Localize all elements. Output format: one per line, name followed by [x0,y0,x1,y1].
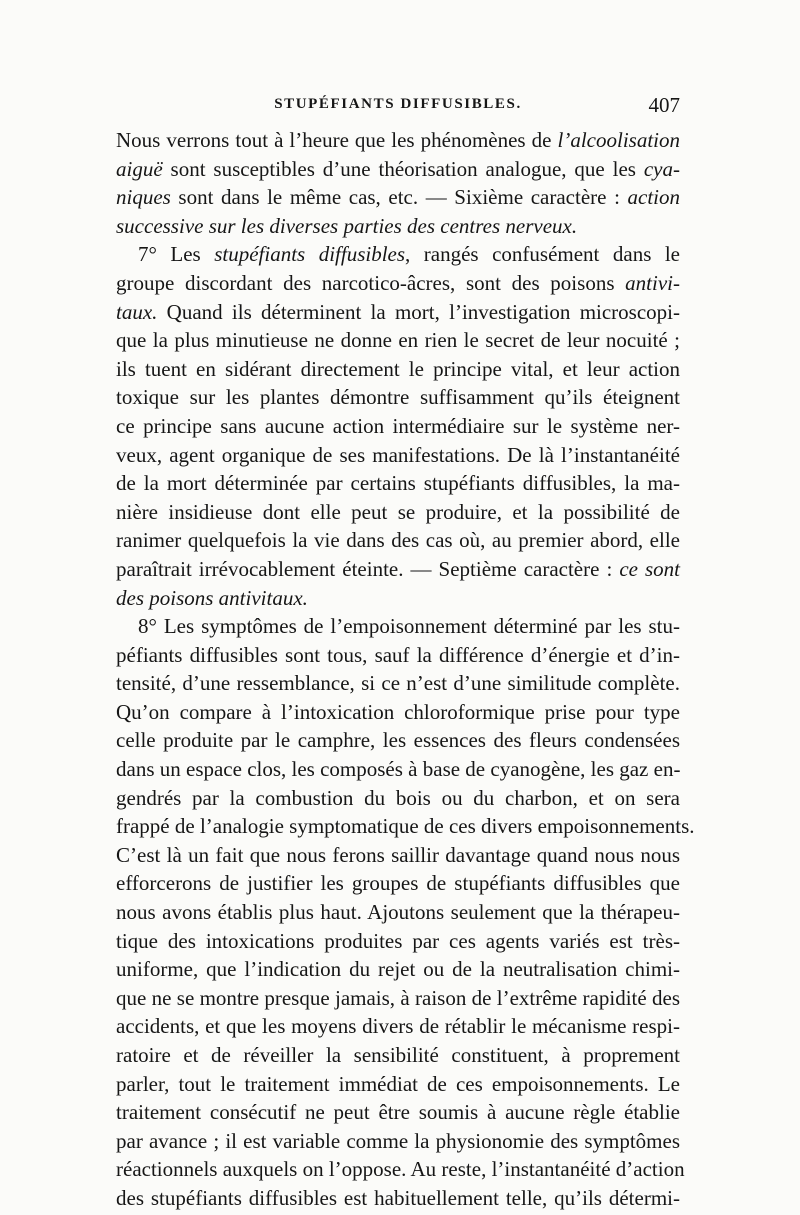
text-line [116,641,680,670]
italic-text: niques [116,185,171,210]
text-run: frappé de l’analogie symptomatique de ces divers empoisonnements. [116,814,695,839]
text-run: péfiants diffusibles sont tous, sauf la différence d’énergie et d’in- [116,642,680,667]
text-line [116,412,680,441]
text-run: celle produite par le camphre, les essences des fleurs condensées [116,728,680,753]
text-line [116,669,680,698]
text-run: dans un espace clos, les composés à base de cyanogène, les gaz en- [116,757,681,782]
text-run: , rangés confusément dans le [405,242,681,267]
text-line [116,1155,685,1184]
text-line [116,612,680,641]
text-run: Qu’on compare à l’intoxication chloroformique prise pour type [116,699,680,724]
text-run: que ne se montre presque jamais, à raison de l’extrême rapidité des [116,985,680,1010]
text-run: réactionnels auxquels on l’oppose. Au reste, l’instantanéité d’action [116,1157,685,1182]
italic-text: taux. [116,299,158,324]
italic-text: l’alcoolisation [557,128,680,152]
text-run: tensité, d’une ressemblance, si ce n’est d’une similitude complète. [116,671,680,696]
text-line [116,698,680,727]
italic-text: successive sur les diverses parties des centres nerveux. [116,213,578,238]
text-run: ranimer quelquefois la vie dans des cas où, au premier abord, elle [116,528,680,553]
text-line [116,355,680,384]
text-line [116,1127,680,1156]
text-line [116,240,680,269]
text-run: nous avons établis plus haut. Ajoutons seulement que la thérapeu- [116,900,680,925]
text-line [116,183,680,212]
italic-text: ce sont [619,556,680,581]
text-run: accidents, et que les moyens divers de rétablir le mécanisme respi- [116,1014,680,1039]
italic-text: stupéfiants diffusibles [214,242,406,267]
text-line [116,869,680,898]
text-line [116,726,680,755]
italic-text: antivi- [625,270,680,295]
text-run: sont dans le même cas, etc. — Sixième caractère : [170,185,628,210]
text-run: traitement consécutif ne peut être soumis à aucune règle établie [116,1100,680,1125]
text-line [116,498,680,527]
text-line [116,1098,680,1127]
page-header [116,93,680,122]
text-run: des stupéfiants diffusibles est habituellement telle, qu’ils détermi- [116,1185,680,1210]
text-line [116,155,680,184]
text-run: ils tuent en sidérant directement le principe vital, et leur action [116,356,680,381]
text-line [116,212,680,241]
text-line [116,841,680,870]
text-line [116,526,680,555]
running-title: STUPÉFIANTS DIFFUSIBLES. [274,96,522,112]
italic-text: action [627,185,680,210]
text-line [116,1041,680,1070]
text-line [116,269,680,298]
text-run: Nous verrons tout à l’heure que les phénomènes de [116,128,558,152]
text-run: uniforme, que l’indication du rejet ou de la neutralisation chimi- [116,957,680,982]
text-run: Quand ils déterminent la mort, l’investigation microscopi- [157,299,680,324]
text-line [116,584,680,613]
text-line [116,1184,680,1213]
text-line [116,1070,680,1099]
text-line [116,755,680,784]
text-line [116,469,680,498]
text-line [116,955,680,984]
text-line [116,326,680,355]
text-line [116,126,680,155]
text-run: 8° Les symptômes de l’empoisonnement déterminé par les stu- [138,614,680,639]
italic-text: cya- [643,156,680,181]
text-line [116,298,680,327]
text-line [116,383,680,412]
text-run: veux, agent organique de ses manifestations. De là l’instantanéité [116,442,680,467]
text-line [116,812,695,841]
text-run: de la mort déterminée par certains stupéfiants diffusibles, la ma- [116,471,680,496]
text-line [116,441,680,470]
body-text [116,126,695,1213]
text-run: C’est là un fait que nous ferons saillir davantage quand nous nous [116,842,680,867]
text-run: par avance ; il est variable comme la physionomie des symptômes [116,1128,680,1153]
text-run: que la plus minutieuse ne donne en rien le secret de leur nocuité ; [116,328,680,353]
text-run: efforcerons de justifier les groupes de stupéfiants diffusibles que [116,871,680,896]
text-run: ce principe sans aucune action intermédiaire sur le système ner- [116,413,680,438]
text-run: paraîtrait irrévocablement éteinte. — Septième caractère : [116,556,620,581]
text-line [116,555,680,584]
text-run: nière insidieuse dont elle peut se produire, et la possibilité de [116,499,680,524]
italic-text: aiguë [116,156,163,181]
text-line [116,784,680,813]
page-number: 407 [648,93,680,117]
text-line [116,984,680,1013]
text-line [116,1012,680,1041]
text-run: tique des intoxications produites par ces agents variés est très- [116,928,680,953]
text-run: ratoire et de réveiller la sensibilité constituent, à proprement [116,1043,680,1067]
text-run: 7° Les [138,242,215,267]
text-run: sont susceptibles d’une théorisation analogue, que les [162,156,644,181]
text-run: gendrés par la combustion du bois ou du charbon, et on sera [116,785,680,810]
italic-text: des poisons antivitaux. [116,585,308,610]
text-run: groupe discordant des narcotico-âcres, sont des poisons [116,270,626,295]
text-line [116,927,680,956]
text-run: toxique sur les plantes démontre suffisamment qu’ils éteignent [116,385,680,410]
text-line [116,898,680,927]
text-run: parler, tout le traitement immédiat de ces empoisonnements. Le [116,1071,680,1096]
